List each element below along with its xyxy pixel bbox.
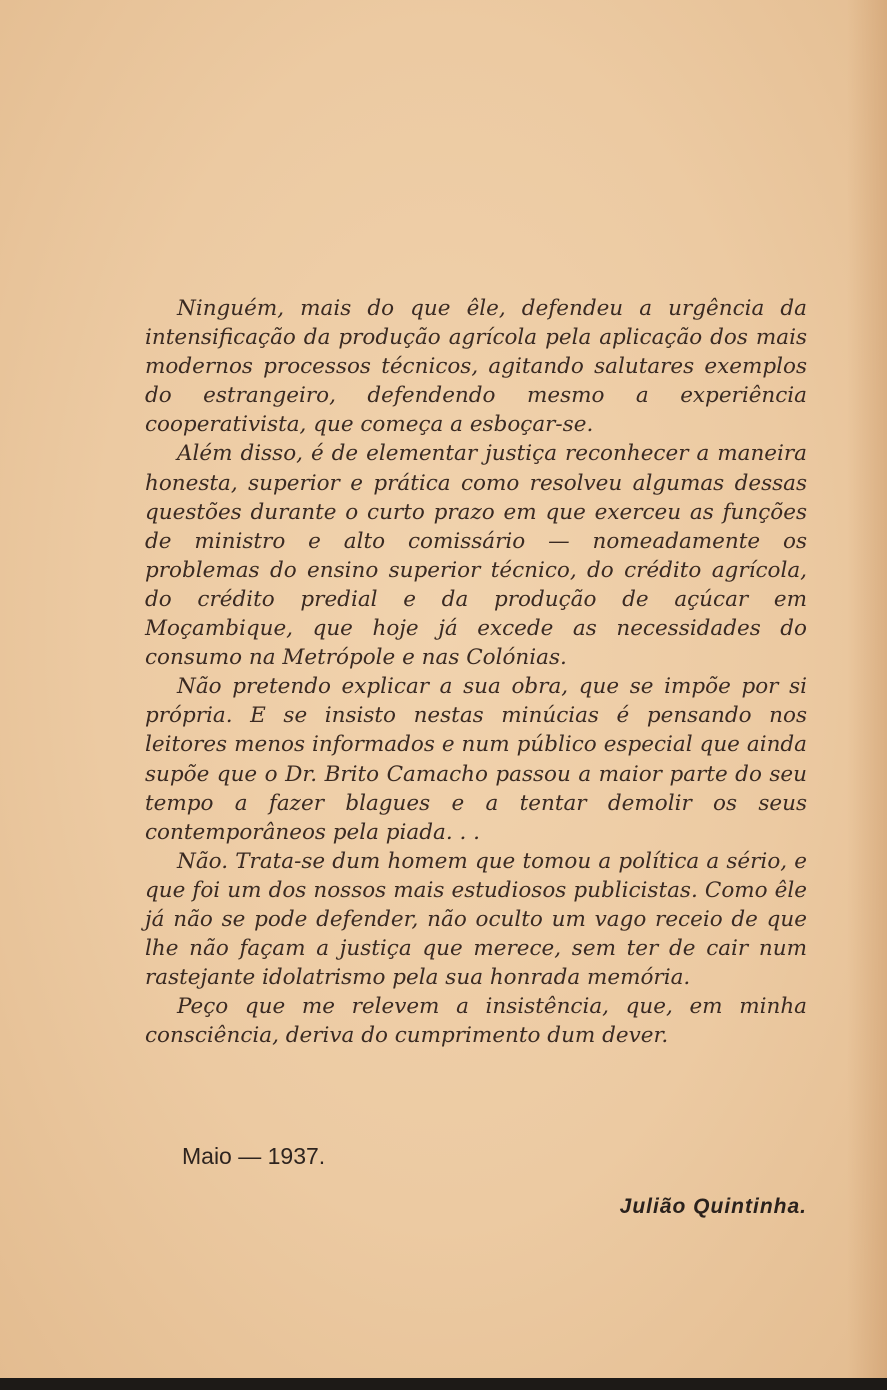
page-bottom-edge <box>0 1378 887 1390</box>
dateline: Maio — 1937. <box>182 1143 326 1169</box>
paragraph: Peço que me relevem a insistência, que, em minha consciência, deriva do cumprimento dum dever. <box>145 994 807 1049</box>
author-signature: Julião Quintinha. <box>619 1195 807 1218</box>
page-edge-shadow <box>847 0 887 1390</box>
paragraph: Além disso, é de elementar justiça reconhecer a maneira honesta, superior e prática como resolveu algumas dessas questões durante o curto prazo em que exerceu as funções de ministro e alto comissário — nomeadamente os problemas do ensino superior técnico, do crédito agrícola, do crédito predial e da produção de açúcar em Moçambique, que hoje já excede as necessidades do consumo na Metrópole e nas Colónias. <box>145 441 807 671</box>
paragraph: Não pretendo explicar a sua obra, que se impõe por si própria. E se insisto nestas minúcias é pensando nos leitores menos informados e num público especial que ainda supõe que o Dr. Brito Camacho passou a maior parte do seu tempo a fazer blagues e a tentar demolir os seus contemporâneos pela piada. . . <box>145 674 807 845</box>
paragraph: Ninguém, mais do que êle, defendeu a urgência da intensificação da produção agrícola pela aplicação dos mais modernos processos técnicos, agitando salutares exemplos do estrangeiro, defendendo mesmo a experiência cooperativista, que começa a esboçar-se. <box>145 296 807 438</box>
paragraph: Não. Trata-se dum homem que tomou a política a sério, e que foi um dos nossos mais estudiosos publicistas. Como êle já não se pode defender, não oculto um vago receio de que lhe não façam a justiça que merece, sem ter de cair num rastejante idolatrismo pela sua honrada memória. <box>145 848 807 991</box>
body-text <box>145 294 807 1050</box>
